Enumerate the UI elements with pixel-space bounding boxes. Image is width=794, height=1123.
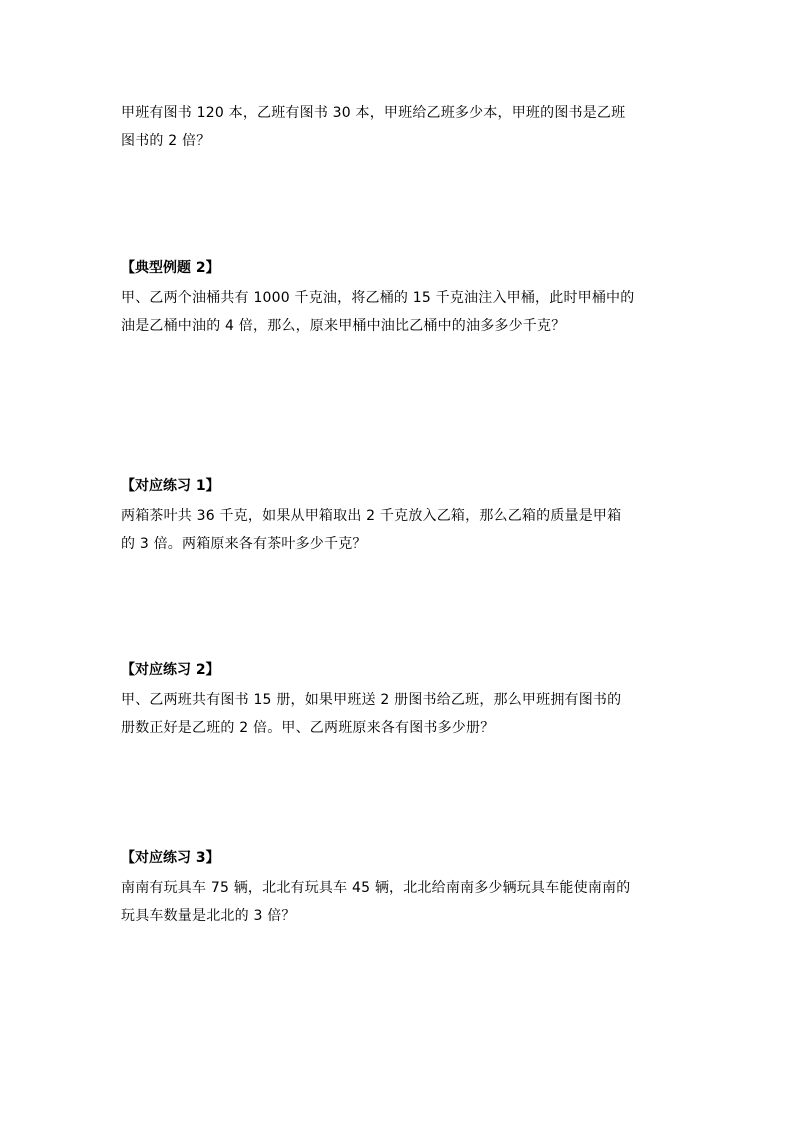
problem-text-line: 甲、乙两班共有图书 15 册，如果甲班送 2 册图书给乙班，那么甲班拥有图书的: [121, 692, 622, 708]
problem-text-line: 玩具车数量是北北的 3 倍？: [121, 908, 296, 924]
section-heading: 【典型例题 2】: [121, 260, 220, 276]
section-heading: 【对应练习 2】: [121, 662, 220, 678]
problem-text-line: 南南有玩具车 75 辆，北北有玩具车 45 辆，北北给南南多少辆玩具车能使南南的: [121, 880, 631, 896]
problem-text-line: 油是乙桶中油的 4 倍，那么，原来甲桶中油比乙桶中的油多多少千克？: [121, 318, 566, 334]
problem-text-line: 图书的 2 倍？: [121, 133, 211, 149]
practice-1-section: [121, 472, 681, 558]
example-2-section: [121, 254, 681, 340]
section-heading: 【对应练习 1】: [121, 478, 220, 494]
practice-3-section: [121, 844, 681, 930]
problem-text-line: 甲班有图书 120 本，乙班有图书 30 本，甲班给乙班多少本，甲班的图书是乙班: [121, 105, 626, 121]
problem-text-line: 的 3 倍。两箱原来各有茶叶多少千克？: [121, 536, 367, 552]
practice-2-section: [121, 656, 681, 742]
intro-problem: [121, 99, 681, 155]
section-heading: 【对应练习 3】: [121, 850, 220, 866]
problem-text-line: 甲、乙两个油桶共有 1000 千克油，将乙桶的 15 千克油注入甲桶，此时甲桶中的: [121, 290, 635, 306]
problem-text-line: 两箱茶叶共 36 千克，如果从甲箱取出 2 千克放入乙箱，那么乙箱的质量是甲箱: [121, 508, 622, 524]
problem-text-line: 册数正好是乙班的 2 倍。甲、乙两班原来各有图书多少册？: [121, 720, 495, 736]
